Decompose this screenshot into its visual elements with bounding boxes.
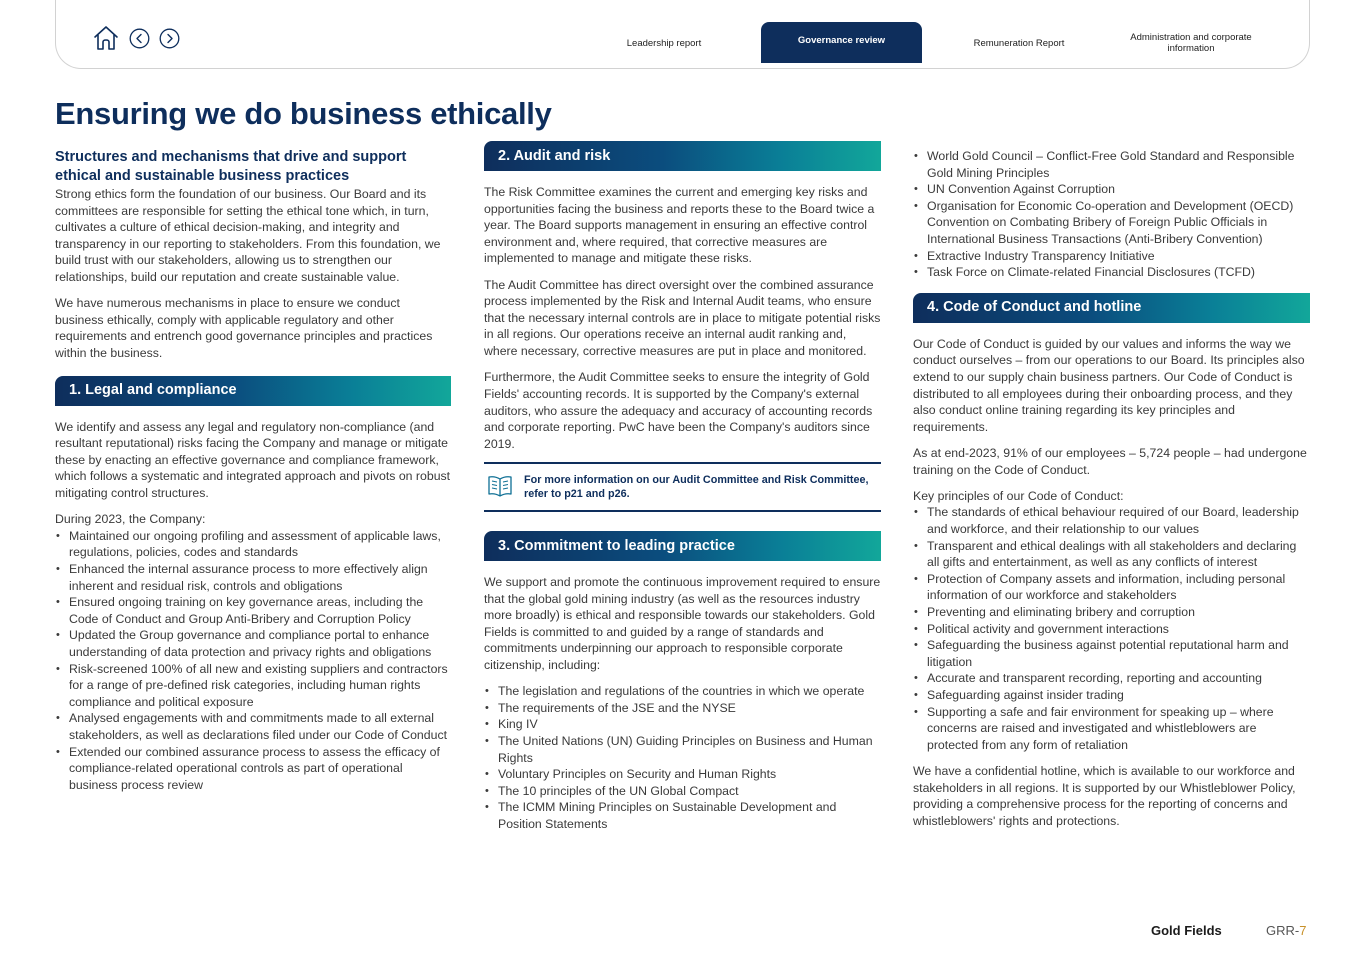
page-title: Ensuring we do business ethically bbox=[55, 96, 552, 131]
page-number-value: 7 bbox=[1299, 923, 1307, 938]
list-item: • The 10 principles of the UN Global Compact bbox=[484, 783, 881, 800]
list-item: • Transparent and ethical dealings with all stakeholders and declaring all gifts and entertainment, as well as any conflicts of interest bbox=[913, 538, 1310, 571]
cross-reference-callout[interactable] bbox=[484, 462, 881, 512]
home-icon[interactable] bbox=[92, 24, 120, 52]
tab-leadership-report[interactable]: Leadership report bbox=[626, 37, 702, 49]
list-item: • The ICMM Mining Principles on Sustainable Development and Position Statements bbox=[484, 799, 881, 832]
section-tabs bbox=[601, 22, 1266, 66]
list-item: • Updated the Group governance and compliance portal to enhance understanding of data protection and privacy rights and obligations bbox=[55, 627, 451, 660]
list-item: • Extractive Industry Transparency Initiative bbox=[913, 248, 1310, 265]
list-item: • Maintained our ongoing profiling and assessment of applicable laws, regulations, policies, codes and standards bbox=[55, 528, 451, 561]
callout-text: For more information on our Audit Committee and Risk Committee, refer to p21 and p26. bbox=[524, 473, 869, 500]
list-item: • The United Nations (UN) Guiding Principles on Business and Human Rights bbox=[484, 733, 881, 766]
forward-arrow-icon[interactable] bbox=[159, 28, 180, 49]
page-number bbox=[1266, 923, 1306, 938]
commitment-standards-list bbox=[484, 683, 881, 832]
list-item: • Extended our combined assurance process to assess the efficacy of compliance-related operational controls as part of operational business process review bbox=[55, 744, 451, 794]
list-item: • Task Force on Climate-related Financial Disclosures (TCFD) bbox=[913, 264, 1310, 281]
intro-paragraph-2: We have numerous mechanisms in place to ensure we conduct business ethically, comply with applicable regulatory and other requirements and entrench good governance principles and practices within the business. bbox=[55, 296, 433, 361]
list-item: • The requirements of the JSE and the NYSE bbox=[484, 700, 881, 717]
list-item: • Supporting a safe and fair environment for speaking up – where concerns are raised and investigated and whistleblowers are protected from any form of retaliation bbox=[913, 704, 1310, 754]
legal-paragraph: We identify and assess any legal and regulatory non-compliance (and resultant reputational) risks facing the Company and manage or mitigate these by enacting an effective governance and compliance framework, which follows a systematic and integrated approach and pivots on robust mitigating control structures. bbox=[55, 419, 451, 500]
open-book-icon bbox=[487, 475, 513, 497]
column-right bbox=[913, 148, 1310, 839]
audit-paragraph-2: The Audit Committee has direct oversight over the combined assurance process implemented by the Risk and Internal Audit teams, who ensure that the necessary internal controls are in place to mitigate potential risks in all regions. Our operations receive an internal audit ranking and, where necessary, corrective measures are put in place and monitored. bbox=[484, 277, 881, 359]
leading-practice-heading: 3. Commitment to leading practice bbox=[484, 531, 881, 561]
page-prefix: GRR- bbox=[1266, 923, 1300, 938]
code-paragraph-2: As at end-2023, 91% of our employees – 5,724 people – had undergone training on the Code of Conduct. bbox=[913, 446, 1307, 477]
list-item: • Political activity and government interactions bbox=[913, 621, 1310, 638]
list-item: • Safeguarding the business against potential reputational harm and litigation bbox=[913, 637, 1310, 670]
list-item: • Risk-screened 100% of all new and existing suppliers and contractors for a range of pre-defined risk categories, including human rights compliance and political exposure bbox=[55, 661, 451, 711]
list-item: • Accurate and transparent recording, reporting and accounting bbox=[913, 670, 1310, 687]
list-item: • World Gold Council – Conflict-Free Gold Standard and Responsible Gold Mining Principles bbox=[913, 148, 1310, 181]
list-item: • Safeguarding against insider trading bbox=[913, 687, 1310, 704]
audit-paragraph-1: The Risk Committee examines the current and emerging key risks and opportunities facing the business and reports these to the Board twice a year. The Board supports management in ensuring an effective control environment and, where required, that corrective measures are implemented to manage and mitigate these risks. bbox=[484, 185, 875, 266]
list-item: • The standards of ethical behaviour required of our Board, leadership and workforce, and their relationship to our values bbox=[913, 504, 1310, 537]
audit-risk-heading: 2. Audit and risk bbox=[484, 141, 881, 171]
list-item: • Enhanced the internal assurance process to more effectively align inherent and residual risk, controls and obligations bbox=[55, 561, 451, 594]
legal-actions-list bbox=[55, 528, 451, 794]
list-item: • Voluntary Principles on Security and Human Rights bbox=[484, 766, 881, 783]
list-item: • Protection of Company assets and information, including personal information of our workforce and stakeholders bbox=[913, 571, 1310, 604]
code-paragraph-3: We have a confidential hotline, which is available to our workforce and stakeholders in all regions. It is supported by our Whistleblower Policy, providing a comprehensive process for the reporting of concerns and whistleblowers' rights and protections. bbox=[913, 764, 1296, 828]
intro-paragraph-1: Strong ethics form the foundation of our business. Our Board and its committees are responsible for setting the ethical tone which, in turn, cultivates a culture of ethical decision-making, and integrity and transparency in our reporting to stakeholders. From this foundation, we build trust with our stakeholders, allowing us to strengthen our relationships, build our reputation and create sustainable value. bbox=[55, 187, 441, 284]
back-arrow-icon[interactable] bbox=[129, 28, 150, 49]
list-item: • King IV bbox=[484, 716, 881, 733]
intro-heading: Structures and mechanisms that drive and support ethical and sustainable business practices bbox=[55, 149, 407, 184]
list-item: • Organisation for Economic Co-operation and Development (OECD) Convention on Combating Bribery of Foreign Public Officials in International Business Transactions (Anti-Bribery Convention) bbox=[913, 198, 1310, 248]
legal-compliance-heading: 1. Legal and compliance bbox=[55, 376, 451, 406]
list-item: • Ensured ongoing training on key governance areas, including the Code of Conduct and Group Anti-Bribery and Corruption Policy bbox=[55, 594, 451, 627]
footer-brand: Gold Fields bbox=[1151, 923, 1222, 938]
legal-list-lead: During 2023, the Company: bbox=[55, 512, 206, 527]
list-item: • UN Convention Against Corruption bbox=[913, 181, 1310, 198]
list-item: • The legislation and regulations of the countries in which we operate bbox=[484, 683, 881, 700]
audit-paragraph-3: Furthermore, the Audit Committee seeks to ensure the integrity of Gold Fields' accounting records. It is supported by the Company's external auditors, who assure the adequacy and accuracy of accounting records and corporate reporting. PwC have been the Company's auditors since 2019. bbox=[484, 370, 873, 451]
column-middle bbox=[484, 141, 881, 842]
code-principles-list bbox=[913, 504, 1310, 753]
top-nav-bar bbox=[55, 0, 1310, 69]
tab-remuneration-report[interactable]: Remuneration Report bbox=[973, 37, 1065, 49]
commitment-paragraph: We support and promote the continuous improvement required to ensure that the global gold mining industry (as well as the resources industry more broadly) is ethical and responsible towards our stakeholders. Gold Fields is committed to and guided by a range of standards and commitments underpinning our approach to responsible corporate citizenship, including: bbox=[484, 574, 881, 672]
code-list-lead: Key principles of our Code of Conduct: bbox=[913, 488, 1124, 503]
tab-administration-corporate-information[interactable]: Administration and corporate information bbox=[1130, 32, 1252, 54]
commitment-standards-list-continued bbox=[913, 148, 1310, 281]
list-item: • Analysed engagements with and commitments made to all external stakeholders, as well as declarations filed under our Code of Conduct bbox=[55, 710, 451, 743]
column-left bbox=[55, 148, 451, 803]
tab-governance-review[interactable]: Governance review bbox=[761, 22, 922, 66]
nav-icon-group bbox=[92, 24, 180, 52]
code-of-conduct-heading: 4. Code of Conduct and hotline bbox=[913, 293, 1310, 323]
list-item: • Preventing and eliminating bribery and corruption bbox=[913, 604, 1310, 621]
code-paragraph-1: Our Code of Conduct is guided by our values and informs the way we conduct ourselves – from our operations to our Board. Its principles also extend to our supply chain business partners. Our Code of Conduct is distributed to all employees during their onboarding process, and they also conduct online training regarding its key principles and requirements. bbox=[913, 336, 1305, 434]
